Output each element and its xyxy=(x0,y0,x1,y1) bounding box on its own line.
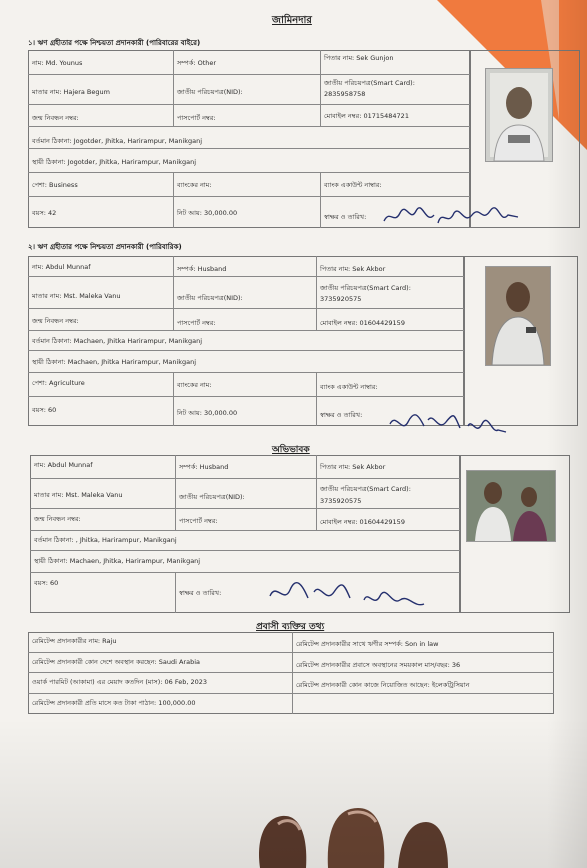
g-sign-label: স্বাক্ষর ও তারিখ: xyxy=(179,589,222,597)
m-permit: ওয়ার্ক পারমিট (আকামা) এর মেয়াদ কতদিন (মাস): 06 Feb, 2023 xyxy=(32,678,208,686)
s2-passport: পাসপোর্ট নম্বর: xyxy=(177,319,216,327)
s1-occupation: পেশা: Business xyxy=(32,181,78,189)
g-father: পিতার নাম: Sek Akbor xyxy=(320,463,386,471)
s1-smartcard: জাতীয় পরিচয়পত্র(Smart Card): xyxy=(324,79,415,87)
s2-sign-label: স্বাক্ষর ও তারিখ: xyxy=(320,411,363,419)
g-relation: সম্পর্ক: Husband xyxy=(179,463,229,471)
s2-mobile: মোবাইল নম্বর: 01604429159 xyxy=(320,319,405,327)
s2-signature xyxy=(388,410,508,444)
s2-mother: মাতার নাম: Mst. Maleka Vanu xyxy=(32,292,121,300)
s1-bank: ব্যাংকের নাম: xyxy=(177,181,212,189)
g-present-address: বর্তমান ঠিকানা: , Jhitka, Harirampur, Manikganj xyxy=(34,536,177,544)
g-signature xyxy=(268,578,428,616)
g-birthreg: জন্ম নিবন্ধন নম্বর: xyxy=(34,515,81,523)
migrant-heading: প্রবাসী ব্যক্তির তথ্য xyxy=(256,622,325,632)
s2-occupation: পেশা: Agriculture xyxy=(32,379,85,387)
s2-relation: সম্পর্ক: Husband xyxy=(177,265,227,273)
s1-smartcard-no: 2835958758 xyxy=(324,90,366,98)
edge-shadow-bottom xyxy=(0,718,587,868)
g-permanent-address: স্থায়ী ঠিকানা: Machaen, Jhitka, Harirampur, Manikganj xyxy=(34,557,201,565)
s1-name: নাম: Md. Younus xyxy=(32,59,83,67)
s1-nid: জাতীয় পরিচয়পত্র(NID): xyxy=(177,88,243,96)
guardian-heading: অভিভাবক xyxy=(272,445,310,455)
s1-guarantor-photo xyxy=(485,68,553,162)
m-duration: রেমিটেন্স প্রদানকারীর প্রবাসে অবস্থানের সময়কাল মাস/বছর: 36 xyxy=(296,661,461,669)
m-relation: রেমিটেন্স প্রদানকারীর সাথে ঋণীর সম্পর্ক: Son in law xyxy=(296,640,439,648)
s2-smartcard: জাতীয় পরিচয়পত্র(Smart Card): xyxy=(320,284,411,292)
s2-account: ব্যাংক একাউন্ট নাম্বার: xyxy=(320,383,378,391)
s1-sign-label: স্বাক্ষর ও তারিখ: xyxy=(324,213,367,221)
g-smartcard: জাতীয় পরিচয়পত্র(Smart Card): xyxy=(320,485,411,493)
s2-birthreg: জন্ম নিবন্ধন নম্বর: xyxy=(32,317,79,325)
s1-income: নিট আয়: 30,000.00 xyxy=(177,209,238,217)
s1-father: পিতার নাম: Sek Gunjon xyxy=(324,54,394,62)
s2-guarantor-photo xyxy=(485,266,551,366)
page-title: জামিনদার xyxy=(272,15,312,26)
s1-present-address: বর্তমান ঠিকানা: Jogotder, Jhitka, Harirampur, Manikganj xyxy=(32,137,203,145)
m-monthly: রেমিটেন্স প্রদানকারী প্রতি মাসে কত টাকা পাঠান: 100,000.00 xyxy=(32,699,196,707)
guardian-photo xyxy=(466,470,556,542)
s1-permanent-address: স্থায়ী ঠিকানা: Jogotder, Jhitka, Harirampur, Manikganj xyxy=(32,158,197,166)
section2-heading: ২। ঋণ গ্রহীতার পক্ষে নিশ্চয়তা প্রদানকারী (পারিবারিক) xyxy=(28,243,182,251)
m-job: রেমিটেন্স প্রদানকারী কোন কাজে নিয়োজিত আছেন: ইলেকট্রিসিয়ান xyxy=(296,681,470,689)
s1-passport: পাসপোর্ট নম্বর: xyxy=(177,114,216,122)
g-age: বয়স: 60 xyxy=(34,579,59,587)
s1-mother: মাতার নাম: Hajera Begum xyxy=(32,88,110,96)
m-country: রেমিটেন্স প্রদানকারী কোন দেশে অবস্থান করছেন: Saudi Arabia xyxy=(32,658,201,666)
s1-birthreg: জন্ম নিবন্ধন নম্বর: xyxy=(32,114,79,122)
g-passport: পাসপোর্ট নম্বর: xyxy=(179,517,218,525)
s1-mobile: মোবাইল নম্বর: 01715484721 xyxy=(324,112,409,120)
s2-bank: ব্যাংকের নাম: xyxy=(177,381,212,389)
s2-smartcard-no: 3735920575 xyxy=(320,295,362,303)
s2-father: পিতার নাম: Sek Akbor xyxy=(320,265,386,273)
m-remitter-name: রেমিটেন্স প্রদানকারীর নাম: Raju xyxy=(32,637,117,645)
s1-relation: সম্পর্ক: Other xyxy=(177,59,217,67)
s2-age: বয়স: 60 xyxy=(32,406,57,414)
s1-age: বয়স: 42 xyxy=(32,209,57,217)
s2-income: নিট আয়: 30,000.00 xyxy=(177,409,238,417)
g-mobile: মোবাইল নম্বর: 01604429159 xyxy=(320,518,405,526)
s2-nid: জাতীয় পরিচয়পত্র(NID): xyxy=(177,294,243,302)
s2-permanent-address: স্থায়ী ঠিকানা: Machaen, Jhitka Harirampur, Manikganj xyxy=(32,358,197,366)
g-nid: জাতীয় পরিচয়পত্র(NID): xyxy=(179,493,245,501)
g-smartcard-no: 3735920575 xyxy=(320,497,362,505)
g-mother: মাতার নাম: Mst. Maleka Vanu xyxy=(34,491,123,499)
section1-heading: ১। ঋণ গ্রহীতার পক্ষে নিশ্চয়তা প্রদানকারী (পারিবারের বাইরে) xyxy=(28,39,201,47)
s2-name: নাম: Abdul Munnaf xyxy=(32,263,91,271)
s1-signature xyxy=(382,203,522,233)
g-name: নাম: Abdul Munnaf xyxy=(34,461,93,469)
s1-account: ব্যাংক একাউন্ট নাম্বার: xyxy=(324,181,382,189)
s2-present-address: বর্তমান ঠিকানা: Machaen, Jhitka Harirampur, Manikganj xyxy=(32,337,203,345)
